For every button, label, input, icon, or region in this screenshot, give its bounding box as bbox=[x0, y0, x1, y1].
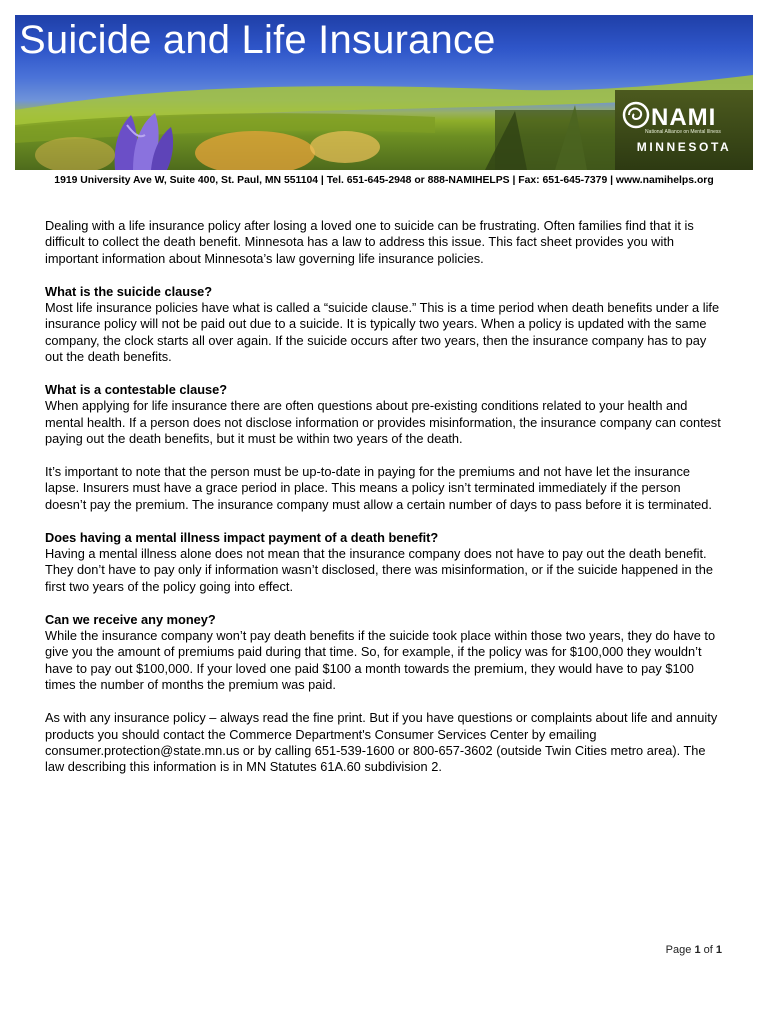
of-label: of bbox=[703, 944, 713, 956]
logo-name: NAMI bbox=[651, 104, 717, 131]
contact-address-line: 1919 University Ave W, Suite 400, St. Paul, MN 551104 | Tel. 651-645-2948 or 888-NAMIHELPS | Fax: 651-645-7379 | www.namihelps.org bbox=[54, 175, 714, 186]
logo-state: MINNESOTA bbox=[636, 140, 732, 154]
total-pages: 1 bbox=[715, 944, 722, 956]
current-page: 1 bbox=[694, 944, 701, 956]
closing-paragraph: As with any insurance policy – always read the fine print. But if you have questions or complaints about life and annuity products you should contact the Commerce Department's Consumer Services Center by emailing consumer.protection@state.mn.us or by calling 651-539-1600 or 800-657-3602 (outside Twin Cities metro area). The law describing this information is in MN Statutes 61A.60 subdivision 2. bbox=[45, 710, 718, 775]
intro-paragraph: Dealing with a life insurance policy after losing a loved one to suicide can be frustrating. Often families find that it is difficult to collect the death benefit. Minnesota has a law to address this issue. This fact sheet provides you with important information about Minnesota’s law governing life insurance policies. bbox=[45, 218, 694, 266]
document-body bbox=[45, 218, 725, 792]
page-label: Page bbox=[665, 944, 692, 956]
question-heading: What is a contestable clause? bbox=[45, 382, 228, 398]
page-title: Suicide and Life Insurance bbox=[19, 18, 496, 62]
logo-subtitle: National Alliance on Mental Illness bbox=[645, 129, 721, 135]
answer-paragraph: Most life insurance policies have what is called a “suicide clause.” This is a time period when death benefits under a life insurance policy will not be paid out due to a suicide. It is typically two years. When a policy is updated with the same company, the clock starts all over again. If the suicide occurs after two years, then the insurance company has to pay out the death benefits. bbox=[45, 300, 720, 365]
header-banner bbox=[15, 15, 753, 170]
premiums-paragraph: It’s important to note that the person must be up-to-date in paying for the premiums and not have let the insurance lapse. Insurers must have a grace period in place. This means a policy isn’t terminated immediately if the person doesn’t pay the premium. The insurance company must allow a certain number of days to pass before it is terminated. bbox=[45, 464, 712, 512]
page-number bbox=[666, 944, 722, 956]
nami-logo bbox=[615, 90, 753, 170]
question-heading: Can we receive any money? bbox=[45, 611, 216, 627]
answer-paragraph: While the insurance company won’t pay death benefits if the suicide took place within those two years, they do have to give you the amount of premiums paid during that time. So, for example, if the policy was for $100,000 they wouldn’t have to pay out $100,000. If your loved one paid $100 a month towards the premium, they would have to pay $100 times the number of months the premium was paid. bbox=[45, 628, 716, 693]
answer-paragraph: When applying for life insurance there are often questions about pre-existing conditions related to your health and mental health. If a person does not disclose information or provides misinformation, the insurance company can contest paying out the death benefits, but it must be within two years of the death. bbox=[45, 398, 721, 447]
swirl-icon bbox=[621, 100, 651, 130]
question-heading: What is the suicide clause? bbox=[45, 283, 213, 299]
answer-paragraph: Having a mental illness alone does not mean that the insurance company does not have to pay out the death benefit. They don’t have to pay only if information wasn’t disclosed, there was misinformation, or if the suicide happened in the first two years of the policy going into effect. bbox=[45, 546, 713, 594]
question-heading: Does having a mental illness impact payment of a death benefit? bbox=[45, 529, 439, 545]
